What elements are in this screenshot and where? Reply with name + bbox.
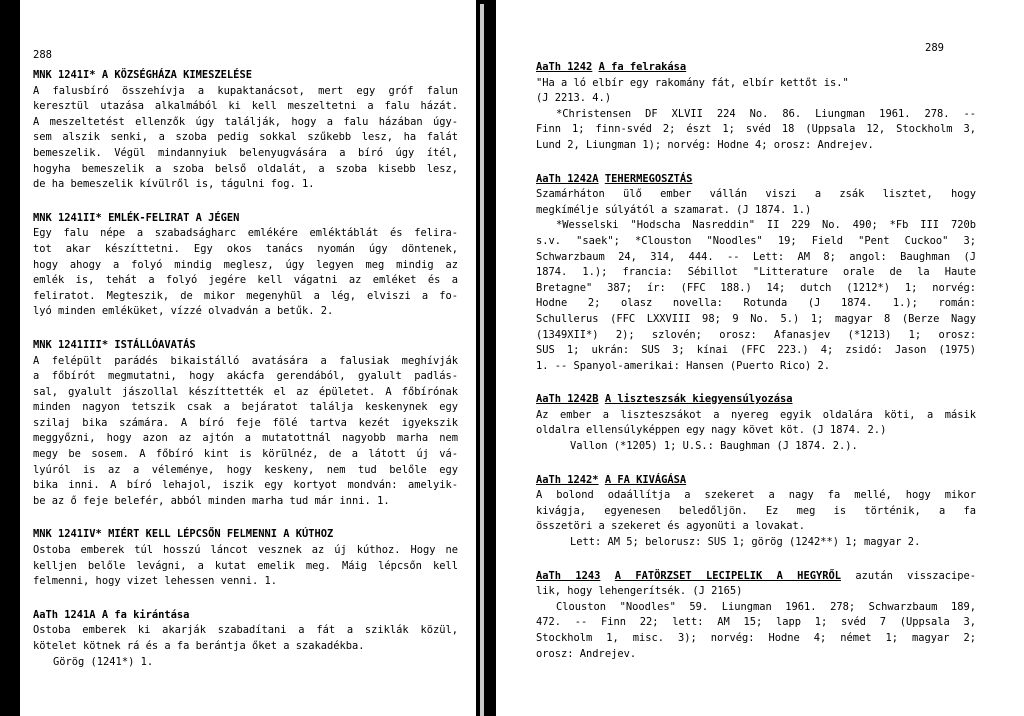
reference-line: Görög (1241*) 1. (53, 655, 154, 668)
entry-heading: MNK 1241III* ISTÁLLÓAVATÁS (33, 338, 196, 351)
reference-line: SUS 1; ukrán: SUS 3; kínai (FFC 223.) 4; zsidó: Jason (1975) (536, 344, 976, 357)
left-page-text (33, 68, 458, 688)
entry-heading (536, 172, 976, 188)
scan-left-edge (0, 0, 20, 716)
text-line: (J 2213. 4.) (536, 92, 612, 105)
entry-code: AaTh 1242B (536, 393, 599, 406)
entry-mnk-1241ii (33, 211, 458, 320)
text-line: hogyha bemeszelik a szoba belső oldalát, a szoba kisebb lesz, (33, 162, 458, 175)
reference-line: *Wesselski "Hodscha Nasreddin" II 229 No. 490; *Fb III 720b (556, 219, 976, 232)
reference-line: Schullerus (FFC LXXVIII 98; 9 No. 5.) 1; magyar 8 (Berze Nagy (536, 312, 976, 325)
entry-heading: MNK 1241I* A KÖZSÉGHÁZA KIMESZELÉSE (33, 69, 252, 81)
reference-line: Hodne 2; olasz novella: Rotunda (J 1874. 1.); román: (536, 297, 976, 310)
reference-line: 1. -- Spanyol-amerikai: Hansen (Puerto Rico) 2. (536, 359, 831, 372)
entry-aath-1242star (536, 473, 976, 551)
entry-heading: MNK 1241IV* MIÉRT KELL LÉPCSŐN FELMENNI A KÚTHOZ (33, 528, 334, 541)
text-line: A falusbíró összehívja a kupaktanácsot, mert egy gróf falun (33, 84, 458, 97)
text-line: szilaj bika számára. A bíró feje fölé tartva kezét igyekszik (33, 416, 458, 429)
entry-mnk-1241iv (33, 527, 458, 589)
reference-line: Finn 1; finn-svéd 2; észt 1; svéd 18 (Uppsala 12, Stockholm 3, (536, 123, 976, 136)
text-line: hogy ahogy a folyó mindig meglesz, úgy legyen meg mindig az (33, 258, 458, 271)
reference-line: Schwarzbaum 24, 314, 444. -- Lett: AM 8; angol: Baughman (J (536, 250, 976, 263)
text-line: kötelet kötnek rá és a fa berántja őket a szakadékba. (33, 640, 365, 652)
entry-title: TEHERMEGOSZTÁS (604, 172, 693, 185)
reference-line: Clouston "Noodles" 59. Liungman 1961. 278; Schwarzbaum 189, (556, 600, 976, 613)
text-line: Egy falu népe a szabadságharc emlékére emléktáblát és felira- (33, 227, 458, 240)
entry-aath-1241a (33, 608, 458, 670)
text-line: felmenni, hogy vizet lehessen venni. 1. (33, 575, 277, 588)
entry-aath-1242b (536, 392, 976, 454)
entry-heading-continuation: azután visszacipe- (840, 569, 976, 582)
text-line: A felépült parádés bikaistálló avatására a falusiak meghívják (33, 354, 458, 367)
entry-mnk-1241iii (33, 338, 458, 510)
page-number: 289 (925, 42, 944, 54)
reference-line: orosz: Andrejev. (536, 647, 637, 660)
entry-code: AaTh 1242 (536, 61, 593, 73)
text-line: megy be sosem. A főbíró kint is körülnéz, de a látott új vá- (33, 448, 458, 461)
text-line: feliratot. Megteszik, de mikor megenyhül a lég, elviszi a fo- (33, 289, 458, 302)
text-line: bika inni. A bíró lehajol, iszik egy kortyot mondván: amelyik- (33, 479, 458, 492)
page-number: 288 (33, 49, 52, 61)
text-line: bemeszelik. Végül mindannyiuk belenyugvására a bíró úgy ítél, (33, 146, 458, 159)
text-line: összetöri a szekeret és agyonüti a lovakat. (536, 520, 805, 533)
reference-line: Lund 2, Liungman 1); norvég: Hodne 4; orosz: Andrejev. (536, 138, 874, 151)
reference-line: Bretagne" 387; ír: (FFC 188.) 14; dutch (1212*) 1; norvég: (536, 281, 976, 294)
entry-title: A FATÖRZSET LECIPELIK A HEGYRŐL (614, 569, 841, 582)
text-line: Ostoba emberek túl hosszú láncot vesznek az új kúthoz. Hogy ne (33, 544, 458, 557)
text-line: lik, hogy lehengerítsék. (J 2165) (536, 585, 743, 598)
entry-code: AaTh 1243 (536, 569, 601, 582)
text-line: oldalra ellensúlyképpen egy nagy követ köt. (J 1874. 2.) (536, 424, 887, 437)
text-line: A meszeltetést ellenzők úgy találják, hogy a falu házában úgy- (33, 115, 458, 128)
text-line: minden nagyon tetszik csak a bejáratot találja keskenynek egy (33, 401, 458, 414)
reference-line: 1874. 1.); francia: Sébillot "Litterature orale de la Haute (536, 266, 976, 279)
entry-title: A liszteszsák kiegyensúlyozása (604, 393, 793, 406)
text-line: be az ő feje belefér, abból minden marha tud már inni. 1. (33, 494, 390, 507)
text-line: Az ember a liszteszsákot a nyereg egyik oldalára köti, a másik (536, 408, 976, 421)
text-line: Ostoba emberek ki akarják szabadítani a fát a sziklák közül, (33, 624, 458, 637)
book-binding-gutter (476, 0, 496, 716)
reference-line: 472. -- Finn 22; lett: AM 15; lapp 1; svéd 7 (Uppsala 3, (536, 616, 976, 629)
reference-line: Vallon (*1205) 1; U.S.: Baughman (J 1874. 2.). (570, 440, 858, 453)
entry-heading: AaTh 1241A A fa kirántása (33, 608, 190, 621)
text-line: lyó minden emléküket, vízzé olvadván a betűk. 2. (33, 305, 334, 318)
reference-line: Lett: AM 5; belorusz: SUS 1; görög (1242**) 1; magyar 2. (570, 536, 921, 549)
text-line: tot akar készíttetni. Egy okos tanács nyomán úgy döntenek, (33, 242, 458, 255)
entry-aath-1242 (536, 60, 976, 154)
reference-line: *Christensen DF XLVII 224 No. 86. Liungman 1961. 278. -- (556, 107, 976, 120)
text-line: de ha bemeszelik kívülről is, tágulni fog. 1. (33, 178, 315, 191)
text-line: kelljen belőle levágni, a kutat emelik meg. Máig lépcsőn kell (33, 559, 458, 572)
text-line: emlék is, tehát a folyó jegére kell vágatni az emléket és a (33, 274, 458, 287)
entry-heading (536, 392, 976, 408)
entry-heading (536, 569, 976, 585)
text-line: A bolond odaállítja a szekeret a nagy fa mellé, hogy mikor (536, 489, 976, 502)
binding-strip (480, 4, 484, 716)
entry-heading: MNK 1241II* EMLÉK-FELIRAT A JÉGEN (33, 211, 240, 224)
text-line: sal, gyalult jászollal készíttették el az épületet. A főbírónak (33, 385, 458, 398)
text-line: keresztül utazása alkalmából ki kell meszeltetni a falu házát. (33, 100, 458, 113)
text-line: a főbírót megmutatni, hogy akácfa gerendából, gyalult padlás- (33, 370, 458, 383)
reference-line: s.v. "saek"; *Clouston "Noodles" 19; Field "Pent Cuckoo" 3; (536, 234, 976, 247)
right-page-text (536, 60, 976, 680)
reference-line: Stockholm 1, misc. 3); norvég: Hodne 4; német 1; magyar 2; (536, 632, 976, 644)
entry-title: A fa felrakása (598, 61, 687, 73)
text-line: Szamárháton ülő ember vállán viszi a zsák lisztet, hogy (536, 188, 976, 201)
text-line: kivágja, egyenesen beledőljön. Ez meg is történik, a fa (536, 504, 976, 517)
reference-line: (1349XII*) 2); szlovén; orosz: Afanasjev (*1213) 1; orosz: (536, 328, 976, 341)
text-line: megkímélje súlyától a szamarat. (J 1874. 1.) (536, 203, 812, 216)
entry-aath-1242a (536, 172, 976, 375)
entry-aath-1243 (536, 569, 976, 663)
entry-title: A FA KIVÁGÁSA (604, 473, 687, 486)
text-line: sem alszik senki, a szoba pedig sokkal szűkebb lesz, ha falát (33, 131, 458, 144)
entry-mnk-1241i (33, 68, 458, 193)
text-line: meggyőzni, hogy azon az ajtón a mutatottnál nagyobb marha nem (33, 432, 458, 445)
entry-heading (536, 60, 976, 76)
text-line: "Ha a ló elbír egy rakomány fát, elbír kettőt is." (536, 76, 849, 89)
entry-code: AaTh 1242A (536, 172, 599, 185)
entry-code: AaTh 1242* (536, 473, 599, 486)
text-line: lyúról is az a véleménye, hogy keskeny, nem tud belőle egy (33, 463, 458, 476)
left-page (20, 0, 476, 716)
entry-heading (536, 473, 976, 489)
right-page (496, 0, 1024, 716)
